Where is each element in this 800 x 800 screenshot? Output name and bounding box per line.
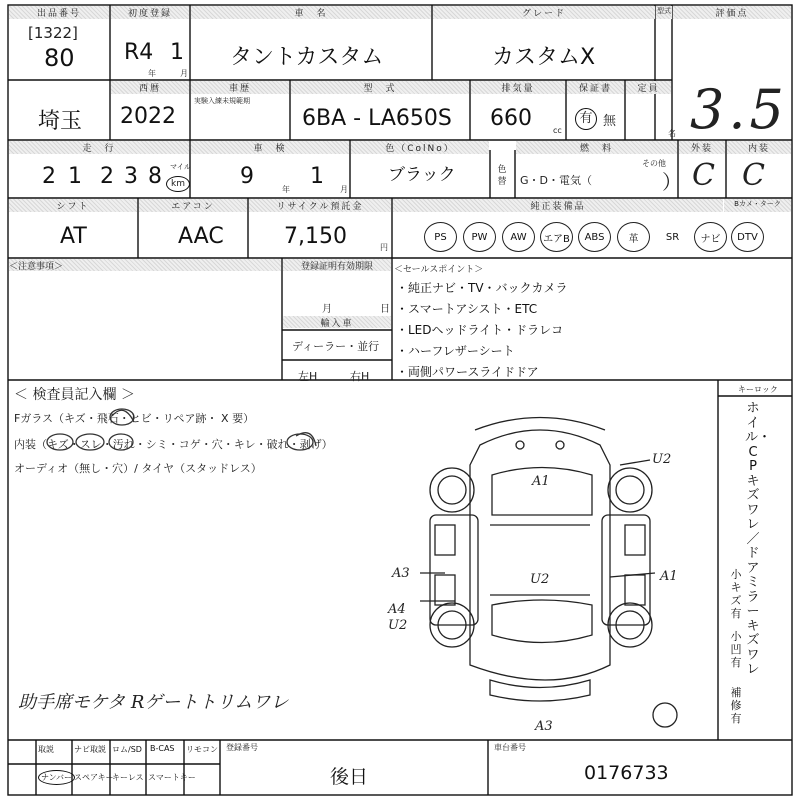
reg-cert-month: 月 xyxy=(322,304,332,315)
acc-nav-manual: ナビ取説 xyxy=(74,745,106,754)
color-change-label: 色替 xyxy=(497,165,507,187)
side-small-scratch: 小キズ有 xyxy=(730,568,742,620)
fuel-close-paren: ） xyxy=(662,170,682,194)
sales-point-4: ・ハーフレザーシート xyxy=(396,344,515,358)
era: R4 xyxy=(124,40,154,65)
acc-rom-sd: ロム/SD xyxy=(112,745,142,754)
caution-label: ＜注意事項＞ xyxy=(9,259,281,271)
lot-number: 80 xyxy=(44,44,75,72)
handle-left: 左H xyxy=(298,370,318,383)
sales-point-1: ・純正ナビ・TV・バックカメラ xyxy=(396,281,568,295)
equip-aw: AW xyxy=(502,222,535,252)
first-reg-label: 初度登録 xyxy=(111,6,189,19)
color-label: 色（ColNo） xyxy=(351,141,489,154)
displacement-label: 排気量 xyxy=(471,81,565,94)
grade-label: グレード xyxy=(433,6,655,19)
history-label: 車歴 xyxy=(191,81,289,94)
mileage-digit-4: 3 xyxy=(124,164,138,189)
shaken-month-unit: 月 xyxy=(340,185,348,194)
aircon: AAC xyxy=(178,224,224,249)
acc-number-plate: ナンバー xyxy=(38,770,75,785)
shaken-label: 車 検 xyxy=(191,141,349,154)
side-condition-text: ホイル・CPキズワレ／ドアミラーキズワレ xyxy=(745,401,772,677)
keylock-label: キーロック xyxy=(738,385,778,394)
inspector-line-2: 内装（キズ・スレ・汚れ・シミ・コゲ・穴・キレ・破れ・剥げ） xyxy=(14,438,333,451)
equip-leather: 革 xyxy=(617,222,650,252)
color-name: ブラック xyxy=(388,165,456,185)
side-small-dent: 小凹有 xyxy=(730,630,742,669)
reg-number-label: 登録番号 xyxy=(226,743,258,752)
mark-a1-right: A1 xyxy=(660,569,678,584)
equip-pw: PW xyxy=(463,222,496,252)
equipment-label: 純正装備品 xyxy=(393,199,723,212)
inspector-line-3: オーディオ（無し・穴）/ タイヤ（スタッドレス） xyxy=(14,462,262,475)
region: 埼玉 xyxy=(38,109,83,134)
displacement: 660 xyxy=(490,106,532,131)
grade: カスタムX xyxy=(492,45,596,70)
shift-label: シフト xyxy=(9,199,137,212)
chassis-number: 0176733 xyxy=(584,762,669,784)
mileage-label: 走 行 xyxy=(9,141,189,154)
handle-right: 右H xyxy=(350,370,370,383)
mile-unit: マイル xyxy=(170,163,191,171)
region-label: 西暦 xyxy=(111,81,189,94)
mark-a3-rear: A3 xyxy=(535,719,553,734)
warranty-no: 無 xyxy=(603,114,617,129)
sales-label: ＜セールスポイント＞ xyxy=(394,265,484,275)
recycle-fee: 7,150 xyxy=(284,224,347,249)
car-name: タントカスタム xyxy=(230,45,384,70)
shaken-year: 9 xyxy=(240,164,254,189)
type-note: 実験入練未規範期 xyxy=(194,97,250,105)
cc-unit: cc xyxy=(553,126,562,135)
inspector-handwritten: 助手席モケタ Rゲートトリムワレ xyxy=(18,692,289,713)
year-unit: 年 xyxy=(148,69,156,78)
aircon-label: エアコン xyxy=(139,199,247,212)
reg-year: 2022 xyxy=(120,104,176,129)
acc-spare-key: スペアキー xyxy=(74,773,114,782)
equip-ps: PS xyxy=(424,222,457,252)
sales-point-2: ・スマートアシスト・ETC xyxy=(396,302,538,316)
acc-smart-key: スマートキー xyxy=(148,773,196,782)
mark-u2-left: U2 xyxy=(388,618,408,633)
chassis-label: 車台番号 xyxy=(494,743,526,752)
equip-abs: ABS xyxy=(578,222,611,252)
first-reg-month: 1 xyxy=(170,40,184,65)
equip-navi: ナビ xyxy=(694,222,727,252)
car-diagram xyxy=(380,405,710,735)
import-value: ディーラー・並行 xyxy=(292,340,380,353)
nav-label: Bカメ・ターク xyxy=(724,199,791,212)
mark-a4-left: A4 xyxy=(388,602,406,617)
reg-cert-label: 登録証明有効期限 xyxy=(283,259,391,271)
eval-label: 評価点 xyxy=(673,6,791,19)
lot-label: 出品番号 xyxy=(9,6,109,19)
sales-point-3: ・LEDヘッドライト・ドラレコ xyxy=(396,323,564,337)
mileage-digit-2: 1 xyxy=(68,164,82,189)
shaken-year-unit: 年 xyxy=(282,185,290,194)
fuel-options: G・D・電気（ xyxy=(520,174,592,187)
km-unit: km xyxy=(166,176,190,192)
reg-cert-day: 日 xyxy=(380,304,390,315)
ext-label: 外装 xyxy=(679,141,725,154)
acc-keyless: キーレス xyxy=(112,773,144,782)
acc-remote: リモコン xyxy=(186,745,218,754)
fuel-other: その他 xyxy=(642,159,666,168)
reg-number: 後日 xyxy=(330,766,369,788)
mileage-digit-1: 2 xyxy=(42,164,56,189)
yen-unit: 円 xyxy=(380,243,388,252)
month-unit: 月 xyxy=(180,69,188,78)
mileage-digit-3: 2 xyxy=(100,164,114,189)
lot-sub: [1322] xyxy=(28,24,78,42)
mileage-digit-5: 8 xyxy=(148,164,162,189)
inspector-title: ＜ 検査員記入欄 ＞ xyxy=(14,387,135,403)
capacity-unit: 名 xyxy=(668,129,676,138)
warranty-yes: 有 xyxy=(575,108,597,130)
recycle-label: リサイクル預託金 xyxy=(249,199,391,212)
mark-u2-front: U2 xyxy=(652,452,672,467)
inspector-line-1: Fガラス（キズ・飛石・ヒビ・リペア跡・ X 要） xyxy=(14,412,255,425)
sales-point-5: ・両側パワースライドドア xyxy=(396,365,539,379)
equip-sr: SR xyxy=(665,231,680,243)
side-repair: 補修有 xyxy=(730,686,742,725)
shaken-month: 1 xyxy=(310,164,324,189)
type-label: 型 式 xyxy=(291,81,469,94)
equip-dtv: DTV xyxy=(731,222,764,252)
capacity-label: 定員 xyxy=(626,81,671,94)
ext-grade: C xyxy=(692,158,715,193)
acc-manual: 取説 xyxy=(38,745,54,754)
warranty-label: 保証書 xyxy=(567,81,624,94)
int-grade: C xyxy=(742,158,765,193)
mark-a3-left: A3 xyxy=(392,566,410,581)
shift: AT xyxy=(60,224,87,249)
mark-u2-roof: U2 xyxy=(530,572,550,587)
mark-a1-hood: A1 xyxy=(532,474,550,489)
int-label: 内装 xyxy=(727,141,791,154)
fuel-label: 燃 料 xyxy=(516,141,677,154)
equip-airbag: エアB xyxy=(540,222,573,252)
car-name-label: 車 名 xyxy=(191,6,431,19)
acc-bcas: B-CAS xyxy=(150,744,175,753)
model-code: 6BA - LA650S xyxy=(302,106,452,131)
import-label: 輸入車 xyxy=(283,316,391,328)
model-year-label: 型式 xyxy=(656,6,672,19)
eval-score: 3.5 xyxy=(690,78,788,141)
